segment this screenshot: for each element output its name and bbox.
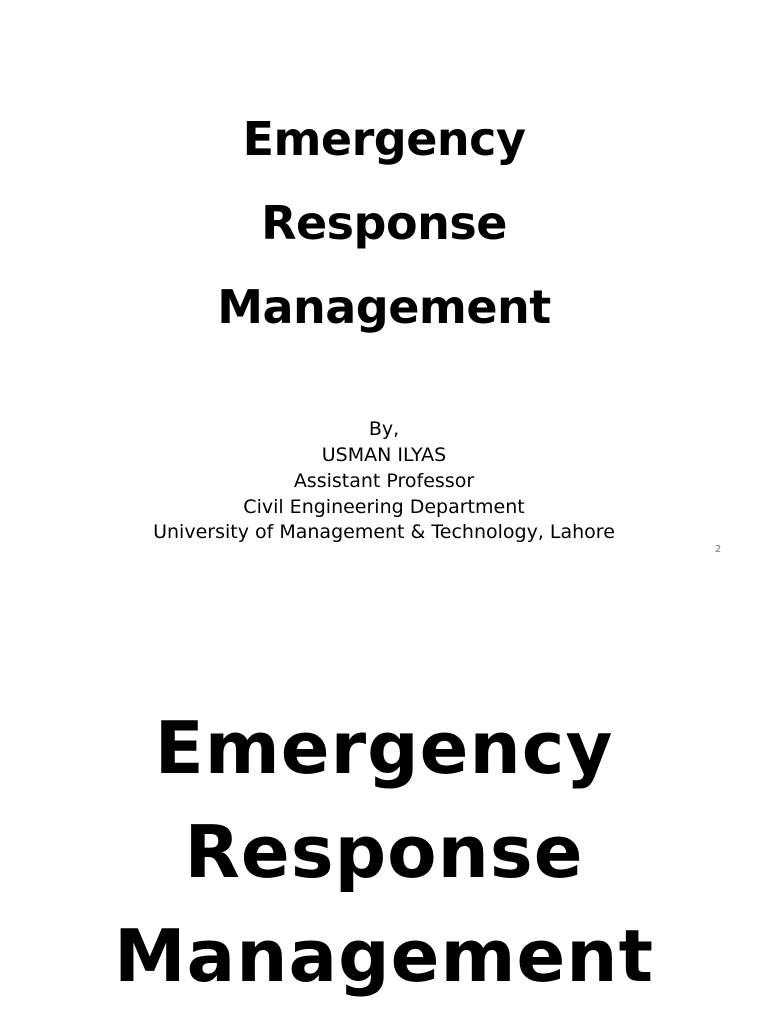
page-number: 2 (714, 544, 722, 555)
author-title: Assistant Professor (293, 470, 475, 492)
slide-title-line: Response (184, 810, 584, 894)
slide-title-line: Emergency (154, 706, 614, 790)
slide-title-line: Management (114, 914, 654, 998)
byline-by: By, (368, 418, 400, 440)
slide-title-line: Response (261, 196, 507, 250)
author-institution: University of Management & Technology, Lahore (153, 521, 615, 543)
author-department: Civil Engineering Department (243, 496, 525, 518)
slide-large-title (0, 576, 768, 1024)
slide-title-line: Management (217, 280, 551, 334)
author-name: USMAN ILYAS (321, 444, 447, 466)
slide-title-line: Emergency (242, 112, 526, 166)
